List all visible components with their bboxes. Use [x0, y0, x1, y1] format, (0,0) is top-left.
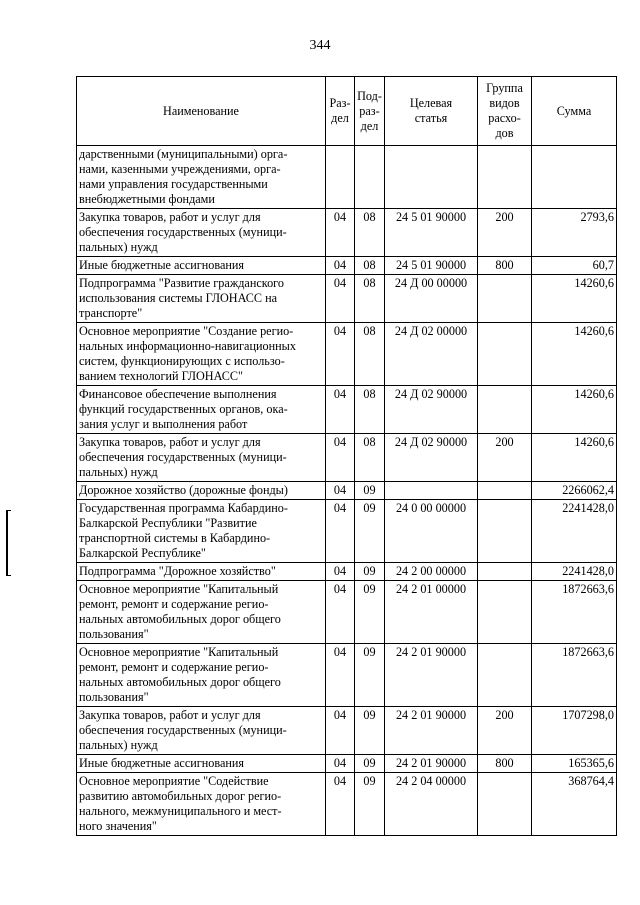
- cell-razdel: 04: [326, 482, 355, 500]
- cell-target-article: 24 2 01 90000: [385, 644, 478, 707]
- cell-razdel: 04: [326, 707, 355, 755]
- cell-sum: [532, 146, 617, 209]
- header-sum: Сумма: [532, 77, 617, 146]
- table-row: [77, 257, 617, 275]
- cell-name: Иные бюджетные ассигнования: [77, 257, 326, 275]
- binding-mark: [6, 510, 11, 576]
- cell-sum: 14260,6: [532, 275, 617, 323]
- cell-expense-group: 200: [478, 707, 532, 755]
- table-row: [77, 563, 617, 581]
- cell-expense-group: [478, 563, 532, 581]
- cell-sum: 1872663,6: [532, 644, 617, 707]
- cell-razdel: 04: [326, 386, 355, 434]
- table-row: [77, 707, 617, 755]
- cell-razdel: 04: [326, 644, 355, 707]
- cell-podrazdel: 09: [355, 773, 385, 836]
- table-row: [77, 581, 617, 644]
- cell-name: Дорожное хозяйство (дорожные фонды): [77, 482, 326, 500]
- cell-target-article: 24 Д 00 00000: [385, 275, 478, 323]
- cell-podrazdel: 09: [355, 581, 385, 644]
- cell-expense-group: [478, 323, 532, 386]
- cell-sum: 2793,6: [532, 209, 617, 257]
- budget-table: [76, 76, 617, 836]
- header-target-article: Целевая статья: [385, 77, 478, 146]
- page-number: 344: [309, 38, 331, 53]
- table-row: [77, 146, 617, 209]
- cell-razdel: [326, 146, 355, 209]
- cell-sum: 165365,6: [532, 755, 617, 773]
- cell-name: Государственная программа Кабардино- Балкарской Республики "Развитие транспортной системы в Кабардино- Балкарской Республике": [77, 500, 326, 563]
- cell-podrazdel: [355, 146, 385, 209]
- cell-razdel: 04: [326, 581, 355, 644]
- cell-expense-group: [478, 146, 532, 209]
- cell-expense-group: [478, 386, 532, 434]
- cell-target-article: 24 2 00 00000: [385, 563, 478, 581]
- cell-sum: 60,7: [532, 257, 617, 275]
- cell-podrazdel: 08: [355, 386, 385, 434]
- cell-sum: 14260,6: [532, 386, 617, 434]
- cell-podrazdel: 09: [355, 707, 385, 755]
- cell-razdel: 04: [326, 275, 355, 323]
- cell-name: Закупка товаров, работ и услуг для обеспечения государственных (муници- пальных) нужд: [77, 209, 326, 257]
- cell-expense-group: [478, 275, 532, 323]
- header-podrazdel: Под- раз- дел: [355, 77, 385, 146]
- table-row: [77, 434, 617, 482]
- cell-name: Подпрограмма "Дорожное хозяйство": [77, 563, 326, 581]
- cell-target-article: 24 5 01 90000: [385, 257, 478, 275]
- table-row: [77, 275, 617, 323]
- cell-expense-group: [478, 644, 532, 707]
- cell-sum: 2241428,0: [532, 563, 617, 581]
- table-row: [77, 773, 617, 836]
- cell-expense-group: [478, 500, 532, 563]
- cell-name: Подпрограмма "Развитие гражданского использования системы ГЛОНАСС на транспорте": [77, 275, 326, 323]
- cell-podrazdel: 09: [355, 755, 385, 773]
- cell-sum: 2241428,0: [532, 500, 617, 563]
- table-row: [77, 644, 617, 707]
- cell-razdel: 04: [326, 209, 355, 257]
- cell-razdel: 04: [326, 773, 355, 836]
- header-expense-group: Группа видов расхо- дов: [478, 77, 532, 146]
- cell-podrazdel: 08: [355, 257, 385, 275]
- cell-podrazdel: 09: [355, 500, 385, 563]
- cell-expense-group: 800: [478, 755, 532, 773]
- cell-target-article: 24 2 04 00000: [385, 773, 478, 836]
- cell-target-article: [385, 482, 478, 500]
- cell-sum: 1707298,0: [532, 707, 617, 755]
- cell-name: Закупка товаров, работ и услуг для обеспечения государственных (муници- пальных) нужд: [77, 434, 326, 482]
- cell-expense-group: [478, 581, 532, 644]
- cell-target-article: 24 2 01 90000: [385, 755, 478, 773]
- cell-razdel: 04: [326, 563, 355, 581]
- cell-target-article: 24 5 01 90000: [385, 209, 478, 257]
- cell-name: Основное мероприятие "Содействие развитию автомобильных дорог регио- нального, межмуниципального и мест- ного значения": [77, 773, 326, 836]
- cell-podrazdel: 09: [355, 482, 385, 500]
- table-row: [77, 386, 617, 434]
- cell-expense-group: [478, 773, 532, 836]
- cell-target-article: [385, 146, 478, 209]
- cell-name: дарственными (муниципальными) орга- нами, казенными учреждениями, орга- нами управления государственными внебюджетными фондами: [77, 146, 326, 209]
- cell-expense-group: 800: [478, 257, 532, 275]
- cell-sum: 1872663,6: [532, 581, 617, 644]
- cell-podrazdel: 09: [355, 644, 385, 707]
- cell-name: Основное мероприятие "Создание регио- нальных информационно-навигационных систем, функционирующих с использо- ванием технологий ГЛОНАСС": [77, 323, 326, 386]
- table-row: [77, 482, 617, 500]
- cell-podrazdel: 08: [355, 323, 385, 386]
- cell-target-article: 24 Д 02 90000: [385, 386, 478, 434]
- table-row: [77, 500, 617, 563]
- cell-razdel: 04: [326, 257, 355, 275]
- cell-target-article: 24 2 01 90000: [385, 707, 478, 755]
- cell-target-article: 24 Д 02 90000: [385, 434, 478, 482]
- cell-name: Основное мероприятие "Капитальный ремонт, ремонт и содержание регио- нальных автомобильных дорог общего пользования": [77, 581, 326, 644]
- cell-name: Иные бюджетные ассигнования: [77, 755, 326, 773]
- cell-sum: 14260,6: [532, 323, 617, 386]
- cell-podrazdel: 08: [355, 434, 385, 482]
- header-razdel: Раз- дел: [326, 77, 355, 146]
- cell-name: Закупка товаров, работ и услуг для обеспечения государственных (муници- пальных) нужд: [77, 707, 326, 755]
- cell-expense-group: 200: [478, 209, 532, 257]
- cell-name: Основное мероприятие "Капитальный ремонт, ремонт и содержание регио- нальных автомобильных дорог общего пользования": [77, 644, 326, 707]
- cell-target-article: 24 0 00 00000: [385, 500, 478, 563]
- cell-razdel: 04: [326, 755, 355, 773]
- cell-razdel: 04: [326, 434, 355, 482]
- cell-razdel: 04: [326, 323, 355, 386]
- cell-podrazdel: 09: [355, 563, 385, 581]
- cell-sum: 14260,6: [532, 434, 617, 482]
- cell-podrazdel: 08: [355, 275, 385, 323]
- cell-razdel: 04: [326, 500, 355, 563]
- header-name: Наименование: [77, 77, 326, 146]
- cell-expense-group: 200: [478, 434, 532, 482]
- table-row: [77, 755, 617, 773]
- table-header-row: [77, 77, 617, 146]
- table-row: [77, 323, 617, 386]
- cell-expense-group: [478, 482, 532, 500]
- cell-target-article: 24 2 01 00000: [385, 581, 478, 644]
- cell-sum: 2266062,4: [532, 482, 617, 500]
- cell-podrazdel: 08: [355, 209, 385, 257]
- table-row: [77, 209, 617, 257]
- cell-name: Финансовое обеспечение выполнения функций государственных органов, ока- зания услуг и выполнения работ: [77, 386, 326, 434]
- cell-sum: 368764,4: [532, 773, 617, 836]
- cell-target-article: 24 Д 02 00000: [385, 323, 478, 386]
